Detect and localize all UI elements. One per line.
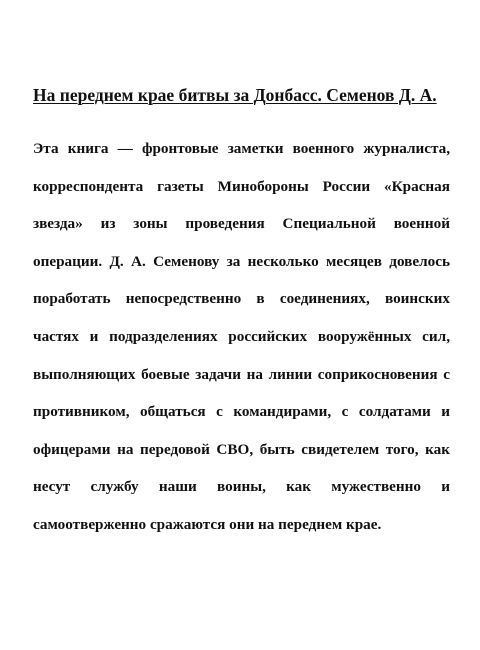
document-paragraph: Эта книга — фронтовые заметки военного журналиста, корреспондента газеты Минобороны России «Красная звезда» из зоны проведения Специальной военной операции. Д. А. Семенову за несколько месяцев довелось поработать непосредственно в соединениях, воинских частях и подразделениях российских вооружённых сил, выполняющих боевые задачи на линии соприкосновения с противником, общаться с командирами, с солдатами и офицерами на передовой СВО, быть свидетелем того, как несут службу наши воины, как мужественно и самоотверженно сражаются они на переднем крае. (33, 140, 450, 533)
document-title: На переднем крае битвы за Донбасс. Семенов Д. А. (33, 85, 437, 105)
document-page (33, 84, 450, 544)
